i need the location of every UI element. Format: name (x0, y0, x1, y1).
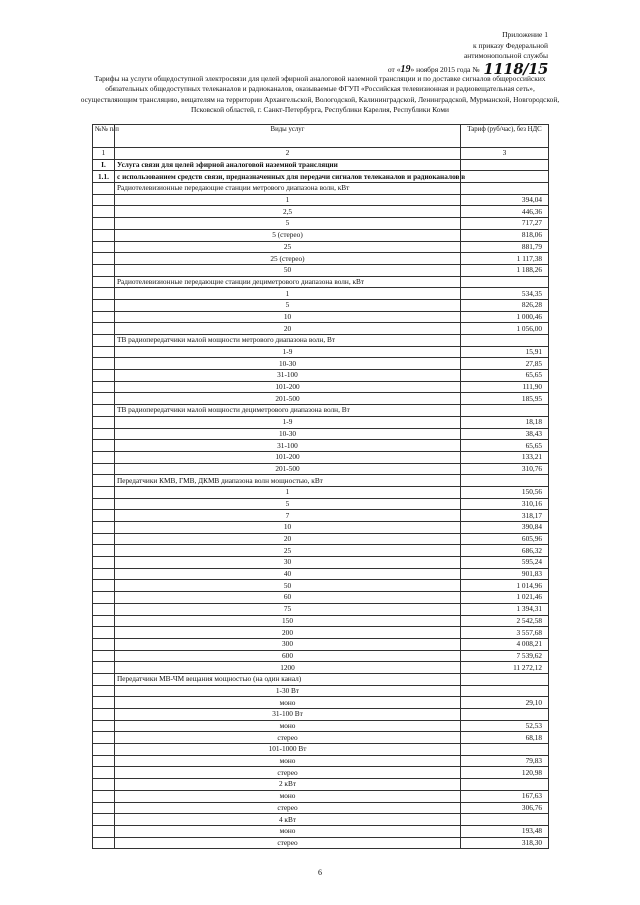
appendix-header (387, 30, 548, 78)
appendix-line-1: Приложение 1 (502, 30, 548, 39)
table-row (93, 451, 549, 463)
service-cell: 60 (115, 592, 461, 604)
table-row (93, 276, 549, 288)
tariff-value-cell (461, 405, 549, 417)
tariff-value-cell (461, 709, 549, 721)
table-row (93, 486, 549, 498)
row-number-cell (93, 498, 115, 510)
row-number-cell (93, 194, 115, 206)
row-number-cell (93, 825, 115, 837)
service-cell: 4 кВт (115, 814, 461, 826)
service-cell: моно (115, 697, 461, 709)
row-number-cell (93, 323, 115, 335)
table-row (93, 475, 549, 487)
tariff-value-cell: 79,83 (461, 755, 549, 767)
service-cell: 1 (115, 194, 461, 206)
row-number-cell (93, 335, 115, 347)
tariff-value-cell (461, 183, 549, 195)
service-cell: 7 (115, 510, 461, 522)
appendix-line-3: антимонопольной службы (463, 51, 548, 60)
tariff-value-cell: 446,36 (461, 206, 549, 218)
header-service: Виды услуг (115, 125, 461, 148)
tariff-value-cell: 65,65 (461, 370, 549, 382)
row-number-cell (93, 311, 115, 323)
table-header-row (93, 125, 549, 148)
tariff-table (92, 124, 549, 849)
row-number-cell (93, 638, 115, 650)
table-row (93, 568, 549, 580)
table-row (93, 755, 549, 767)
table-row (93, 358, 549, 370)
table-row (93, 194, 549, 206)
row-number-cell (93, 802, 115, 814)
service-cell: Радиотелевизионные передающие станции дециметрового диапазона волн, кВт (115, 276, 461, 288)
tariff-value-cell (461, 685, 549, 697)
row-number-cell (93, 393, 115, 405)
table-row (93, 545, 549, 557)
tariff-value-cell (461, 335, 549, 347)
row-number-cell (93, 475, 115, 487)
tariff-value-cell (461, 744, 549, 756)
table-row (93, 697, 549, 709)
table-row (93, 650, 549, 662)
tariff-value-cell: 1 056,00 (461, 323, 549, 335)
table-row (93, 381, 549, 393)
row-number-cell (93, 615, 115, 627)
service-cell: 25 (стерео) (115, 253, 461, 265)
appendix-line-2: к приказу Федеральной (473, 40, 548, 50)
row-number-cell (93, 557, 115, 569)
service-cell: моно (115, 825, 461, 837)
table-row (93, 288, 549, 300)
service-cell: 5 (115, 498, 461, 510)
table-row (93, 825, 549, 837)
table-row (93, 662, 549, 674)
table-index-row (93, 148, 549, 160)
row-number-cell (93, 685, 115, 697)
tariff-value-cell: 18,18 (461, 416, 549, 428)
table-row (93, 463, 549, 475)
row-number-cell (93, 580, 115, 592)
service-cell: 200 (115, 627, 461, 639)
service-cell: 50 (115, 264, 461, 276)
table-row (93, 673, 549, 685)
service-cell: 2 кВт (115, 779, 461, 791)
service-cell: 101-1000 Вт (115, 744, 461, 756)
tariff-value-cell (461, 475, 549, 487)
index-cell: 1 (93, 148, 115, 160)
service-cell: 1 (115, 288, 461, 300)
service-cell: 31-100 Вт (115, 709, 461, 721)
tariff-value-cell: 27,85 (461, 358, 549, 370)
tariff-value-cell: 150,56 (461, 486, 549, 498)
tariff-value-cell (461, 171, 549, 183)
row-number-cell (93, 709, 115, 721)
row-number-cell (93, 451, 115, 463)
row-number-cell (93, 206, 115, 218)
tariff-value-cell: 1 394,31 (461, 603, 549, 615)
service-cell: 201-500 (115, 463, 461, 475)
tariff-value-cell: 605,96 (461, 533, 549, 545)
service-cell: 50 (115, 580, 461, 592)
table-row (93, 790, 549, 802)
table-row (93, 171, 549, 183)
table-row (93, 206, 549, 218)
table-row (93, 732, 549, 744)
row-number-cell (93, 264, 115, 276)
row-number-cell (93, 358, 115, 370)
table-row (93, 685, 549, 697)
service-cell: 5 (115, 299, 461, 311)
row-number-cell (93, 767, 115, 779)
row-number-cell: I. (93, 159, 115, 171)
tariff-value-cell: 133,21 (461, 451, 549, 463)
service-cell: Передатчики МВ-ЧМ вещания мощностью (на один канал) (115, 673, 461, 685)
table-row (93, 428, 549, 440)
table-row (93, 416, 549, 428)
service-cell: 1-9 (115, 346, 461, 358)
table-row (93, 557, 549, 569)
tariff-value-cell: 4 008,21 (461, 638, 549, 650)
service-cell: 25 (115, 241, 461, 253)
service-cell: стерео (115, 837, 461, 849)
service-cell: 2,5 (115, 206, 461, 218)
service-cell: 31-100 (115, 440, 461, 452)
row-number-cell (93, 510, 115, 522)
service-cell: 1-30 Вт (115, 685, 461, 697)
tariff-value-cell: 318,30 (461, 837, 549, 849)
table-row (93, 253, 549, 265)
service-cell: стерео (115, 732, 461, 744)
table-row (93, 498, 549, 510)
handwritten-order-number: 1118/15 (483, 59, 548, 78)
tariff-value-cell: 1 014,96 (461, 580, 549, 592)
table-row (93, 627, 549, 639)
tariff-value-cell: 595,24 (461, 557, 549, 569)
row-number-cell (93, 405, 115, 417)
service-cell: 30 (115, 557, 461, 569)
tariff-value-cell (461, 673, 549, 685)
row-number-cell (93, 218, 115, 230)
row-number-cell (93, 346, 115, 358)
row-number-cell (93, 744, 115, 756)
service-cell: стерео (115, 767, 461, 779)
row-number-cell (93, 416, 115, 428)
tariff-value-cell (461, 276, 549, 288)
row-number-cell (93, 697, 115, 709)
service-cell: с использованием средств связи, предназначенных для передачи сигналов телеканалов и радиоканалов в (115, 171, 461, 183)
service-cell: Радиотелевизионные передающие станции метрового диапазона волн, кВт (115, 183, 461, 195)
row-number-cell (93, 183, 115, 195)
table-row (93, 241, 549, 253)
tariff-value-cell: 185,95 (461, 393, 549, 405)
tariff-value-cell: 826,28 (461, 299, 549, 311)
service-cell: 10-30 (115, 428, 461, 440)
service-cell: 10 (115, 522, 461, 534)
table-row (93, 744, 549, 756)
row-number-cell (93, 545, 115, 557)
service-cell: моно (115, 720, 461, 732)
table-row (93, 767, 549, 779)
tariff-value-cell: 193,48 (461, 825, 549, 837)
tariff-value-cell: 310,76 (461, 463, 549, 475)
row-number-cell (93, 299, 115, 311)
tariff-value-cell: 65,65 (461, 440, 549, 452)
header-tariff: Тариф (руб/час), без НДС (461, 125, 549, 148)
table-row (93, 393, 549, 405)
row-number-cell (93, 779, 115, 791)
row-number-cell (93, 533, 115, 545)
handwritten-day: 19 (400, 63, 411, 75)
row-number-cell (93, 790, 115, 802)
service-cell: 10 (115, 311, 461, 323)
tariff-value-cell: 901,83 (461, 568, 549, 580)
service-cell: 300 (115, 638, 461, 650)
table-row (93, 311, 549, 323)
row-number-cell (93, 650, 115, 662)
order-date-line (387, 59, 548, 78)
tariff-value-cell: 52,53 (461, 720, 549, 732)
tariff-value-cell: 3 557,68 (461, 627, 549, 639)
table-row (93, 522, 549, 534)
tariff-value-cell (461, 159, 549, 171)
row-number-cell (93, 720, 115, 732)
date-prefix: от « (387, 64, 401, 74)
service-cell: моно (115, 790, 461, 802)
table-row (93, 440, 549, 452)
row-number-cell (93, 463, 115, 475)
tariff-value-cell: 818,06 (461, 229, 549, 241)
table-row (93, 837, 549, 849)
tariff-value-cell: 7 539,62 (461, 650, 549, 662)
tariff-value-cell: 1 021,46 (461, 592, 549, 604)
row-number-cell (93, 428, 115, 440)
row-number-cell (93, 732, 115, 744)
table-row (93, 405, 549, 417)
row-number-cell (93, 440, 115, 452)
tariff-value-cell: 306,76 (461, 802, 549, 814)
tariff-value-cell: 120,98 (461, 767, 549, 779)
tariff-value-cell: 29,10 (461, 697, 549, 709)
service-cell: 10-30 (115, 358, 461, 370)
table-row (93, 814, 549, 826)
row-number-cell (93, 755, 115, 767)
row-number-cell: 1.1. (93, 171, 115, 183)
tariff-table-body (93, 125, 549, 849)
table-row (93, 779, 549, 791)
row-number-cell (93, 603, 115, 615)
service-cell: 75 (115, 603, 461, 615)
service-cell: 25 (115, 545, 461, 557)
tariff-value-cell: 167,63 (461, 790, 549, 802)
date-middle: » ноября 2015 года № (410, 64, 480, 74)
table-row (93, 580, 549, 592)
service-cell: ТВ радиопередатчики малой мощности метрового диапазона волн, Вт (115, 335, 461, 347)
row-number-cell (93, 662, 115, 674)
tariff-value-cell: 2 542,58 (461, 615, 549, 627)
table-row (93, 720, 549, 732)
index-cell: 2 (115, 148, 461, 160)
service-cell: 20 (115, 323, 461, 335)
table-row (93, 218, 549, 230)
table-row (93, 159, 549, 171)
row-number-cell (93, 276, 115, 288)
row-number-cell (93, 814, 115, 826)
table-row (93, 638, 549, 650)
table-row (93, 370, 549, 382)
tariff-value-cell: 394,04 (461, 194, 549, 206)
table-row (93, 264, 549, 276)
document-title: Тарифы на услуги общедоступной электросвязи для целей эфирной аналоговой наземной трансляции и по доставке сигналов общероссийских обязательных общедоступных телеканалов и радиоканалов, оказываемые ФГУП «Российская телевизионная и радиовещательная сеть», осуществляющим трансляцию, вещателям на территории Архангельской, Вологодской, Калининградской, Ленинградской, Мурманской, Новгородской, Псковской областей, г. Санкт-Петербурга, Республики Карелия, Республики Коми (80, 74, 560, 114)
service-cell: 31-100 (115, 370, 461, 382)
row-number-cell (93, 837, 115, 849)
tariff-value-cell: 686,32 (461, 545, 549, 557)
row-number-cell (93, 370, 115, 382)
row-number-cell (93, 568, 115, 580)
row-number-cell (93, 592, 115, 604)
row-number-cell (93, 522, 115, 534)
table-row (93, 615, 549, 627)
row-number-cell (93, 288, 115, 300)
table-row (93, 802, 549, 814)
tariff-value-cell (461, 779, 549, 791)
service-cell: ТВ радиопередатчики малой мощности дециметрового диапазона волн, Вт (115, 405, 461, 417)
table-row (93, 346, 549, 358)
service-cell: 101-200 (115, 451, 461, 463)
index-cell: 3 (461, 148, 549, 160)
tariff-value-cell: 717,27 (461, 218, 549, 230)
service-cell: 1 (115, 486, 461, 498)
service-cell: моно (115, 755, 461, 767)
service-cell: 40 (115, 568, 461, 580)
table-row (93, 510, 549, 522)
tariff-value-cell: 11 272,12 (461, 662, 549, 674)
tariff-value-cell: 68,18 (461, 732, 549, 744)
tariff-value-cell: 1 188,26 (461, 264, 549, 276)
table-row (93, 299, 549, 311)
table-row (93, 533, 549, 545)
tariff-value-cell: 310,16 (461, 498, 549, 510)
row-number-cell (93, 253, 115, 265)
service-cell: 5 (115, 218, 461, 230)
service-cell: Услуга связи для целей эфирной аналоговой наземной трансляции (115, 159, 461, 171)
service-cell: 5 (стерео) (115, 229, 461, 241)
service-cell: 20 (115, 533, 461, 545)
tariff-value-cell: 881,79 (461, 241, 549, 253)
tariff-value-cell: 534,35 (461, 288, 549, 300)
tariff-value-cell: 111,90 (461, 381, 549, 393)
header-num: №№ п/п (93, 125, 115, 148)
table-row (93, 603, 549, 615)
row-number-cell (93, 486, 115, 498)
table-row (93, 709, 549, 721)
table-row (93, 592, 549, 604)
row-number-cell (93, 627, 115, 639)
service-cell: 1200 (115, 662, 461, 674)
service-cell: 101-200 (115, 381, 461, 393)
page-number: 6 (318, 868, 322, 877)
tariff-value-cell: 390,84 (461, 522, 549, 534)
tariff-value-cell: 318,17 (461, 510, 549, 522)
service-cell: Передатчики КМВ, ГМВ, ДКМВ диапазона волн мощностью, кВт (115, 475, 461, 487)
tariff-value-cell: 38,43 (461, 428, 549, 440)
service-cell: стерео (115, 802, 461, 814)
row-number-cell (93, 241, 115, 253)
service-cell: 1-9 (115, 416, 461, 428)
table-row (93, 229, 549, 241)
row-number-cell (93, 673, 115, 685)
table-row (93, 183, 549, 195)
table-row (93, 323, 549, 335)
table-row (93, 335, 549, 347)
service-cell: 600 (115, 650, 461, 662)
service-cell: 201-500 (115, 393, 461, 405)
tariff-value-cell: 1 000,46 (461, 311, 549, 323)
tariff-value-cell: 15,91 (461, 346, 549, 358)
tariff-value-cell: 1 117,38 (461, 253, 549, 265)
row-number-cell (93, 229, 115, 241)
tariff-value-cell (461, 814, 549, 826)
service-cell: 150 (115, 615, 461, 627)
row-number-cell (93, 381, 115, 393)
